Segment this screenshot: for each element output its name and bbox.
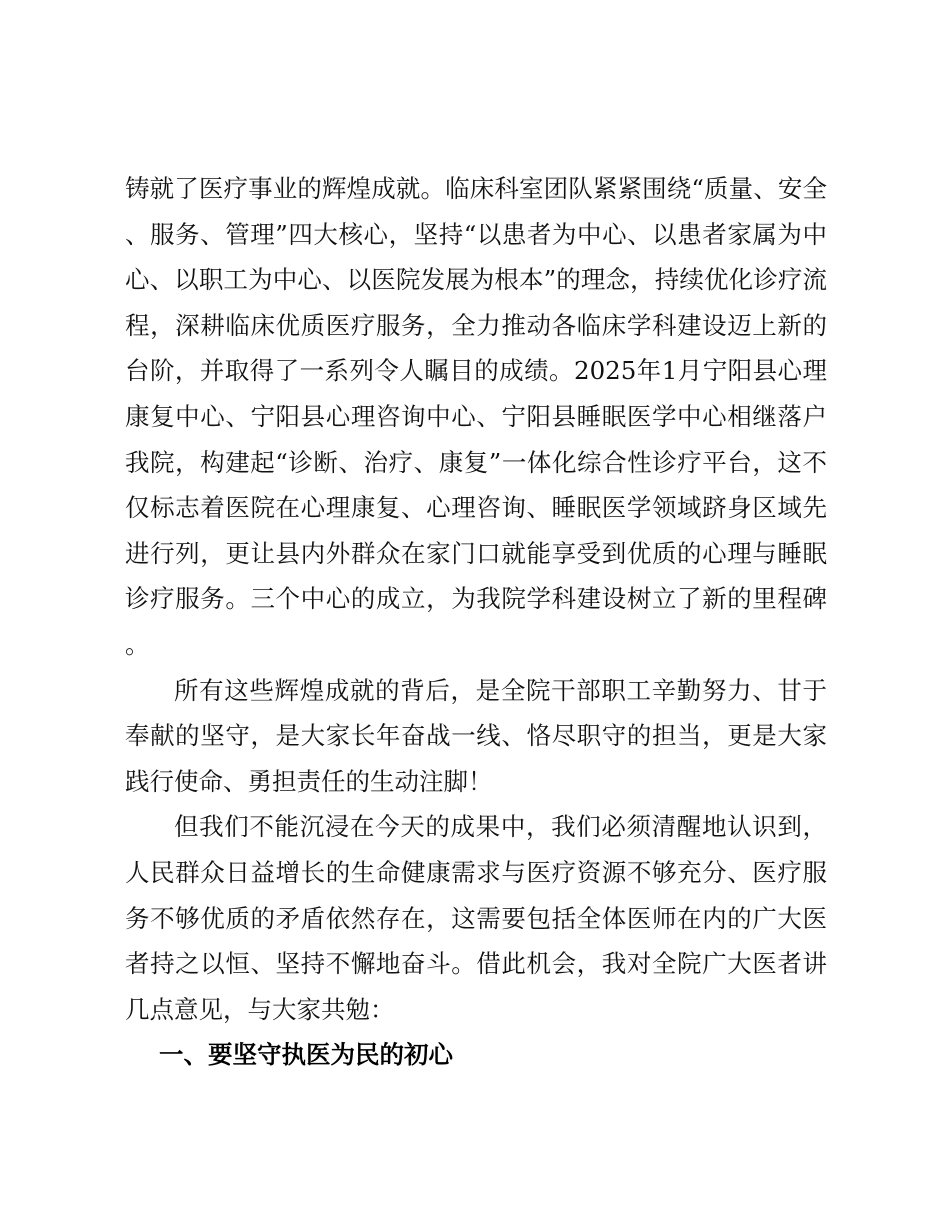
paragraph-opinions: 但我们不能沉浸在今天的成果中，我们必须清醒地认识到，人民群众日益增长的生命健康需求与医疗资源不够充分、医疗服务不够优质的矛盾依然存在，这需要包括全体医师在内的广大医者持之以恒、坚持不懈地奋斗。借此机会，我对全院广大医者讲几点意见，与大家共勉： — [125, 812, 827, 1024]
section-heading: 一、要坚守执医为民的初心 — [159, 1040, 453, 1070]
document-body — [125, 166, 827, 1078]
paragraph-achievements: 所有这些辉煌成就的背后，是全院干部职工辛勤努力、甘于奉献的坚守，是大家长年奋战一线、恪尽职守的担当，更是大家践行使命、勇担责任的生动注脚！ — [125, 675, 827, 796]
paragraph-continued: 铸就了医疗事业的辉煌成就。临床科室团队紧紧围绕“质量、安全、服务、管理”四大核心，坚持“以患者为中心、以患者家属为中心、以职工为中心、以医院发展为根本”的理念，持续优化诊疗流程，深耕临床优质医疗服务，全力推动各临床学科建设迈上新的台阶，并取得了一系列令人瞩目的成绩。2025年1月宁阳县心理康复中心、宁阳县心理咨询中心、宁阳县睡眠医学中心相继落户我院，构建起“诊断、治疗、康复”一体化综合性诊疗平台，这不仅标志着医院在心理康复、心理咨询、睡眠医学领域跻身区域先进行列，更让县内外群众在家门口就能享受到优质的心理与睡眠诊疗服务。三个中心的成立，为我院学科建设树立了新的里程碑。 — [125, 174, 827, 659]
